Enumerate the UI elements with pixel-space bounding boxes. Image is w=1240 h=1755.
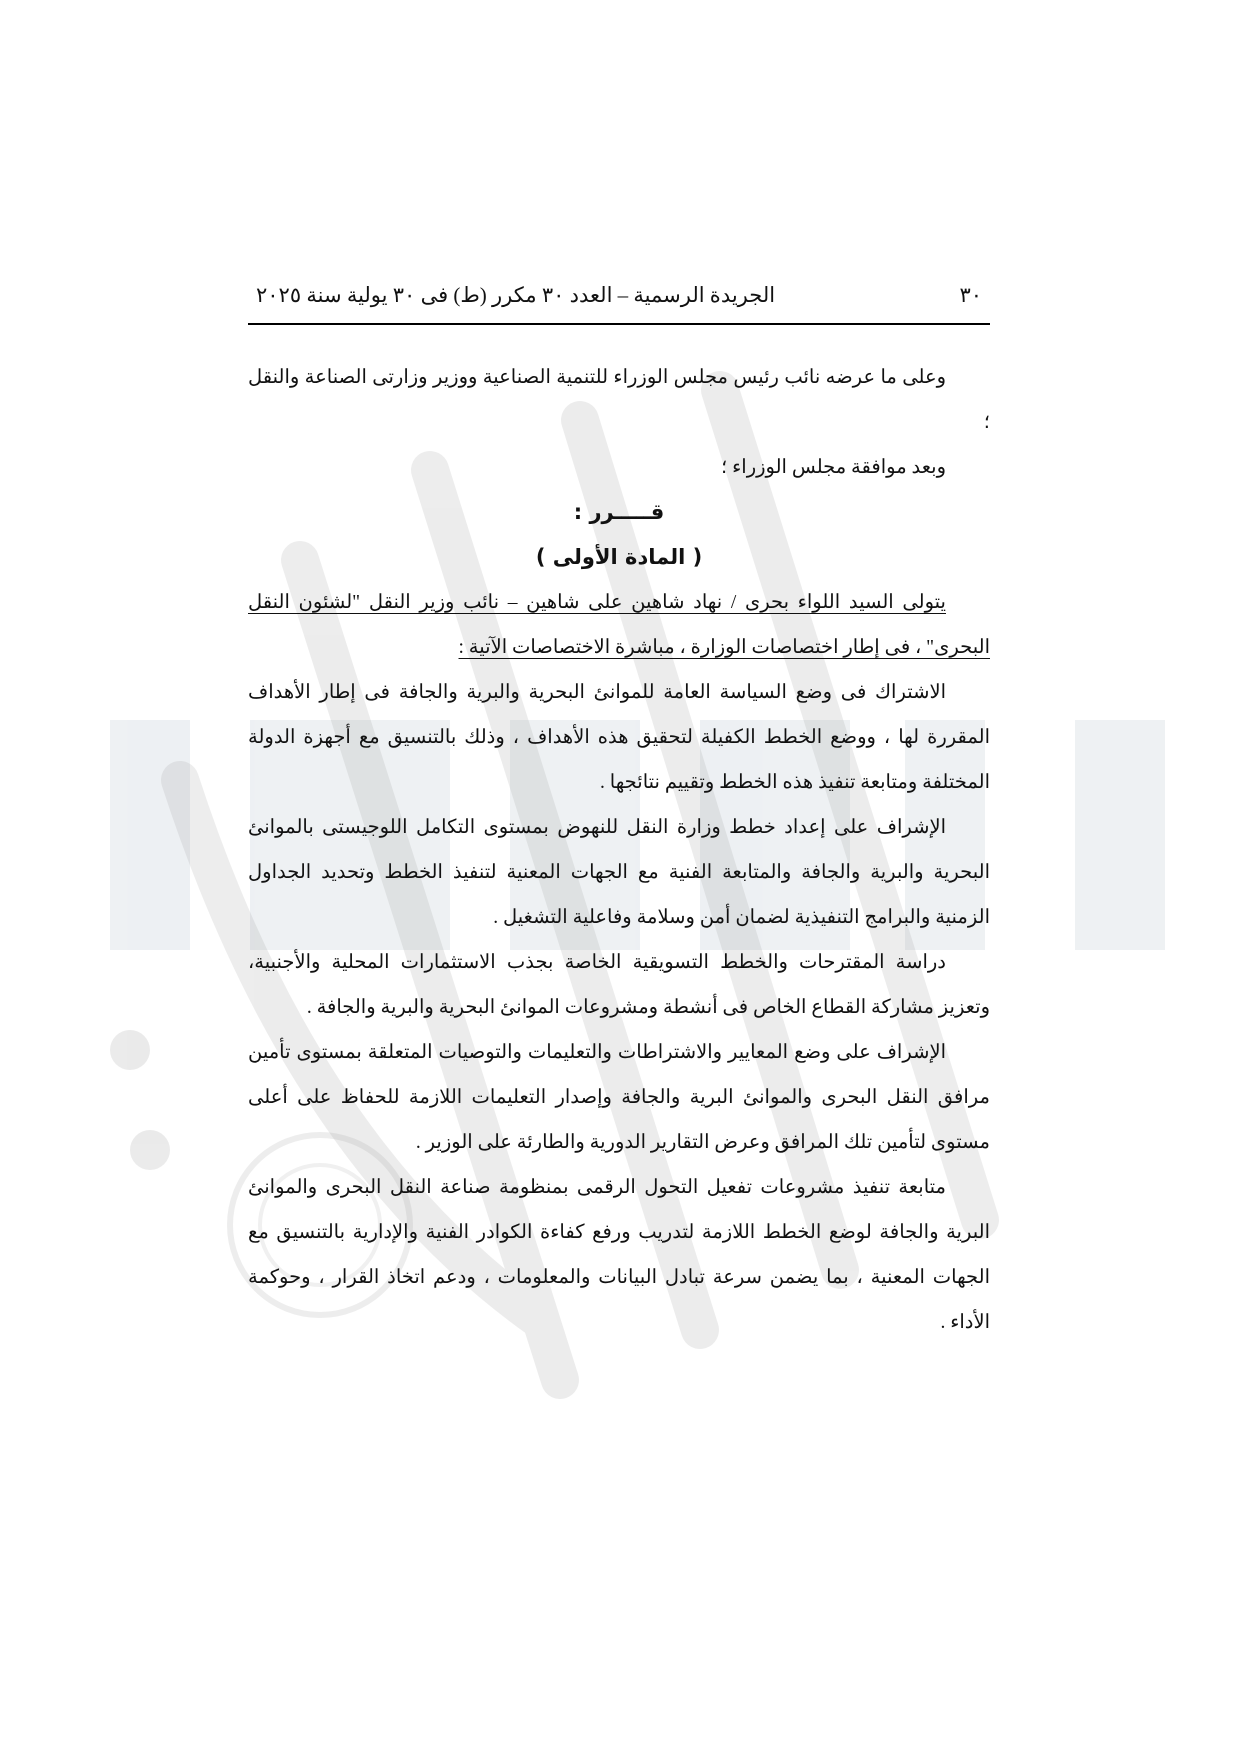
- document-body: [248, 355, 990, 1345]
- decision-label: قـــــرر :: [573, 500, 665, 524]
- preamble-paragraph: وبعد موافقة مجلس الوزراء ؛: [721, 457, 946, 478]
- preamble-paragraph: وعلى ما عرضه نائب رئيس مجلس الوزراء للتنمية الصناعية ووزير وزارتى الصناعة والنقل ؛: [248, 367, 990, 433]
- article-title: ( المادة الأولى ): [535, 545, 703, 569]
- article-paragraph: الاشتراك فى وضع السياسة العامة للموانئ البحرية والبرية والجافة فى إطار الأهداف المقررة لها ، ووضع الخطط الكفيلة لتحقيق هذه الأهداف ، وذلك بالتنسيق مع أجهزة الدولة المختلفة ومتابعة تنفيذ هذه الخطط وتقييم نتائجها .: [248, 682, 990, 793]
- article-paragraph: الإشراف على إعداد خطط وزارة النقل للنهوض بمستوى التكامل اللوجيستى بالموانئ البحرية والبرية والجافة والمتابعة الفنية مع الجهات المعنية لتنفيذ الخطط وتحديد الجداول الزمنية والبرامج التنفيذية لضمان أمن وسلامة وفاعلية التشغيل .: [248, 817, 990, 928]
- page-header: [248, 283, 990, 325]
- article-paragraph: متابعة تنفيذ مشروعات تفعيل التحول الرقمى بمنظومة صناعة النقل البحرى والموانئ البرية والجافة لوضع الخطط اللازمة لتدريب ورفع كفاءة الكوادر الفنية والإدارية بالتنسيق مع الجهات المعنية ، بما يضمن سرعة تبادل البيانات والمعلومات ، ودعم اتخاذ القرار ، وحوكمة الأداء .: [248, 1177, 990, 1333]
- page-number: ٣٠: [959, 283, 982, 307]
- article-paragraph: الإشراف على وضع المعايير والاشتراطات والتعليمات والتوصيات المتعلقة بمستوى تأمين مرافق النقل البحرى والموانئ البرية والجافة وإصدار التعليمات اللازمة للحفاظ على أعلى مستوى لتأمين تلك المرافق وعرض التقارير الدورية والطارئة على الوزير .: [248, 1042, 990, 1153]
- article-paragraph: دراسة المقترحات والخطط التسويقية الخاصة بجذب الاستثمارات المحلية والأجنبية، وتعزيز مشاركة القطاع الخاص فى أنشطة ومشروعات الموانئ البحرية والبرية والجافة .: [248, 952, 990, 1018]
- article-intro: يتولى السيد اللواء بحرى / نهاد شاهين على شاهين – نائب وزير النقل "لشئون النقل البحرى" ، فى إطار اختصاصات الوزارة ، مباشرة الاختصاصات الآتية :: [248, 592, 990, 658]
- gazette-title: الجريدة الرسمية – العدد ٣٠ مكرر (ط) فى ٣٠ يولية سنة ٢٠٢٥: [256, 283, 776, 307]
